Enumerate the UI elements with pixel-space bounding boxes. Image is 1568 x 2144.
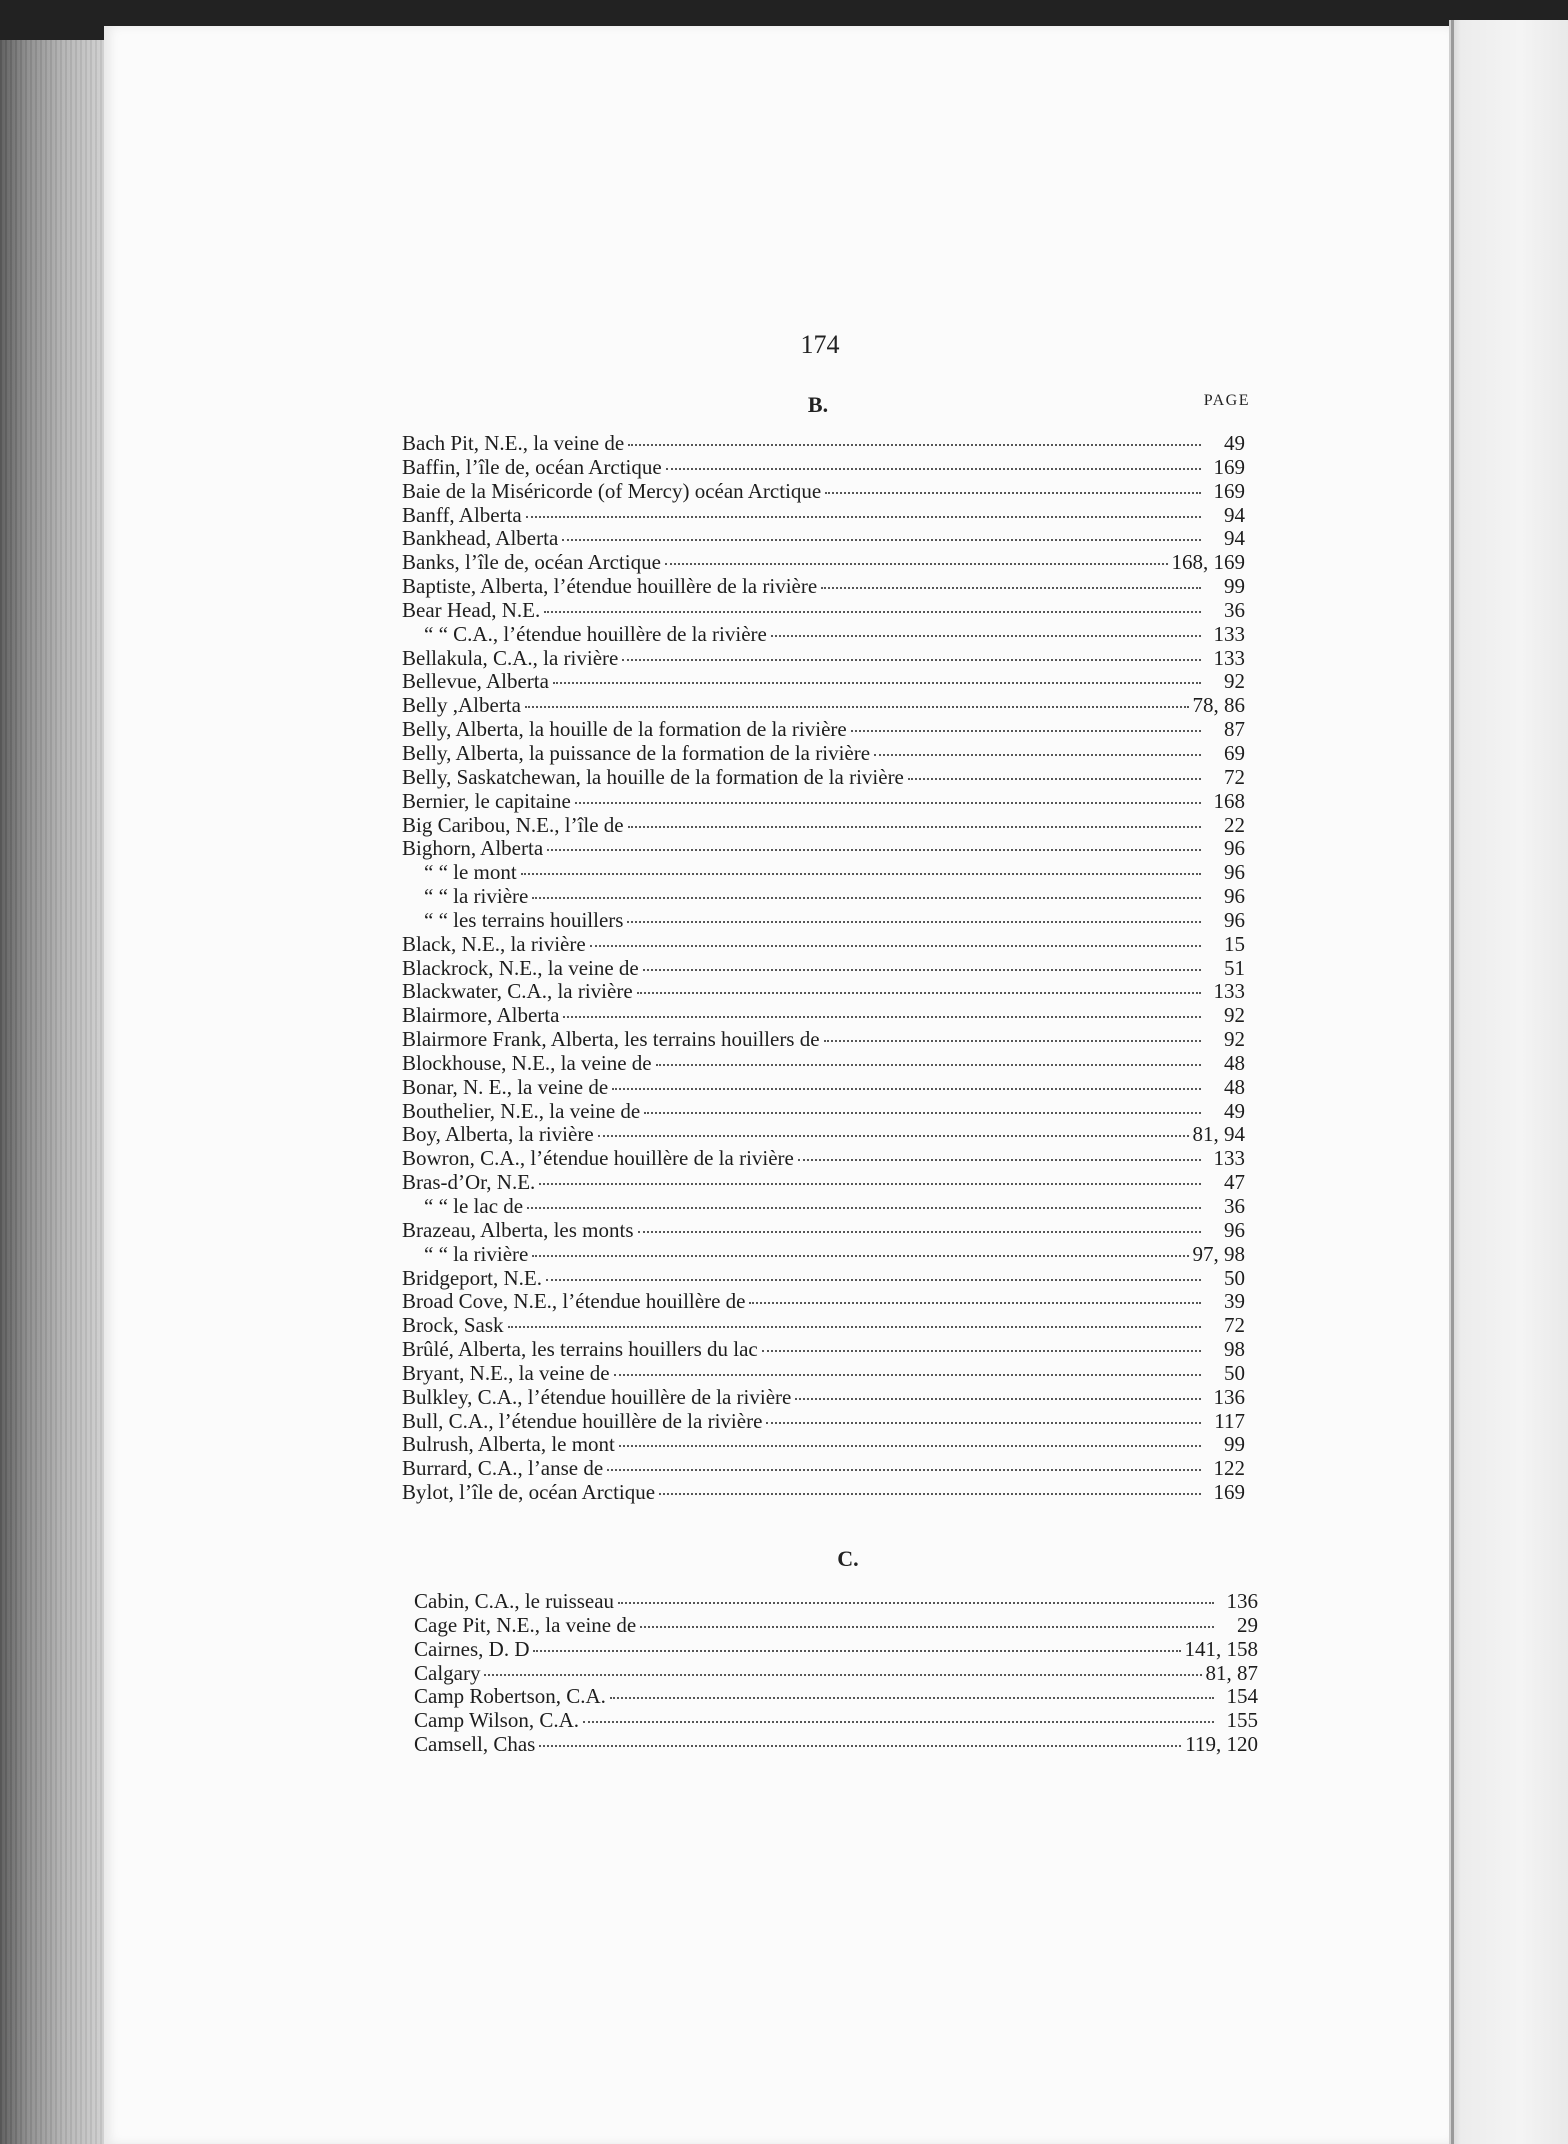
dot-leader [628, 444, 1201, 446]
entry-label: Belly, Alberta, la houille de la formation de la rivière [402, 717, 847, 742]
index-entry [402, 1052, 1245, 1076]
index-entry [414, 1685, 1258, 1709]
index-entry [414, 1590, 1258, 1614]
entry-pages: 136 [1226, 1589, 1258, 1613]
dot-leader [598, 1135, 1189, 1137]
entry-pages: 133 [1213, 621, 1245, 646]
dot-leader [546, 1279, 1201, 1281]
entry-pages: 81, 94 [1192, 1122, 1245, 1147]
dot-leader [618, 1602, 1214, 1604]
index-entry [402, 837, 1245, 861]
dot-leader [656, 1064, 1201, 1066]
entry-label: Broad Cove, N.E., l’étendue houillère de [402, 1289, 746, 1314]
entry-pages: 50 [1224, 1265, 1245, 1290]
dot-leader [583, 1721, 1214, 1723]
entry-pages: 133 [1213, 645, 1245, 670]
dot-leader [851, 730, 1201, 732]
dot-leader [610, 1697, 1214, 1699]
dot-leader [824, 1040, 1201, 1042]
entry-label: Cairnes, D. D [414, 1636, 530, 1661]
entry-pages: 49 [1224, 431, 1245, 455]
dot-leader [619, 1445, 1201, 1447]
index-entry [414, 1614, 1258, 1638]
dot-leader [508, 1326, 1202, 1328]
entry-label: Bonar, N. E., la veine de [402, 1074, 609, 1099]
dot-leader [762, 1350, 1201, 1352]
dot-leader [659, 1493, 1201, 1495]
index-entry [402, 1219, 1245, 1243]
entry-pages: 122 [1213, 1456, 1245, 1481]
entry-label: Bulkley, C.A., l’étendue houillère de la rivière [402, 1384, 792, 1409]
entry-label: “ “ la rivière [424, 1241, 529, 1266]
index-entry [402, 504, 1245, 528]
entry-label: Baie de la Miséricorde (of Mercy) océan Arctique [402, 478, 822, 503]
entry-pages: 168 [1213, 788, 1245, 813]
index-entry [414, 1638, 1258, 1662]
entry-pages: 99 [1224, 574, 1245, 599]
entry-pages: 97, 98 [1192, 1241, 1245, 1266]
dot-leader [525, 706, 1189, 708]
index-entry [402, 1243, 1245, 1267]
index-entry [402, 694, 1245, 718]
dot-leader [563, 1016, 1201, 1018]
dot-leader [637, 992, 1201, 994]
index-entry [402, 1004, 1245, 1028]
index-entry [414, 1709, 1258, 1733]
entry-label: Bryant, N.E., la veine de [402, 1360, 610, 1385]
entry-pages: 29 [1237, 1612, 1258, 1637]
index-entry [402, 1433, 1245, 1457]
index-entry [402, 1362, 1245, 1386]
dot-leader [544, 611, 1201, 613]
entry-label: Boy, Alberta, la rivière [402, 1122, 594, 1147]
entry-label: “ “ le mont [424, 860, 517, 885]
entry-label: Banff, Alberta [402, 502, 522, 527]
index-entry [402, 1410, 1245, 1434]
dot-leader [821, 587, 1201, 589]
entry-pages: 51 [1224, 955, 1245, 980]
entry-pages: 22 [1224, 812, 1245, 837]
index-entry [402, 1076, 1245, 1100]
entry-label: Bridgeport, N.E. [402, 1265, 542, 1290]
index-entry [402, 1314, 1245, 1338]
index-entry [414, 1733, 1258, 1757]
dot-leader [547, 849, 1201, 851]
index-entry [402, 1267, 1245, 1291]
entry-label: Bear Head, N.E. [402, 597, 541, 622]
dot-leader [640, 1626, 1214, 1628]
entry-pages: 96 [1224, 884, 1245, 909]
dot-leader [627, 921, 1201, 923]
index-entry [402, 1290, 1245, 1314]
entry-label: Belly ,Alberta [402, 693, 521, 718]
dot-leader [628, 826, 1201, 828]
entry-label: Burrard, C.A., l’anse de [402, 1456, 604, 1481]
entry-pages: 94 [1224, 526, 1245, 551]
dot-leader [614, 1374, 1201, 1376]
entry-label: Bellakula, C.A., la rivière [402, 645, 619, 670]
dot-leader [798, 1159, 1201, 1161]
entry-pages: 15 [1224, 931, 1245, 956]
entry-pages: 154 [1226, 1684, 1258, 1709]
dot-leader [643, 969, 1201, 971]
entry-label: Bankhead, Alberta [402, 526, 559, 551]
dot-leader [527, 1207, 1201, 1209]
entry-label: Bellevue, Alberta [402, 669, 549, 694]
index-entry [402, 814, 1245, 838]
dot-leader [484, 1674, 1201, 1676]
entry-pages: 48 [1224, 1074, 1245, 1099]
entry-pages: 133 [1213, 1146, 1245, 1171]
index-entry [402, 456, 1245, 480]
entry-label: Cage Pit, N.E., la veine de [414, 1612, 637, 1637]
dot-leader [532, 897, 1201, 899]
entry-pages: 119, 120 [1185, 1732, 1258, 1757]
section-letter-b: B. [807, 392, 829, 417]
dot-leader [771, 635, 1201, 637]
entry-label: “ “ le lac de [424, 1194, 524, 1218]
index-entry [402, 1386, 1245, 1410]
entry-pages: 48 [1224, 1050, 1245, 1075]
index-entry [402, 1028, 1245, 1052]
entry-label: Bouthelier, N.E., la veine de [402, 1098, 641, 1123]
dot-leader [590, 945, 1201, 947]
index-entry [402, 980, 1245, 1004]
entry-pages: 96 [1224, 860, 1245, 885]
index-entry [402, 1100, 1245, 1124]
index-list-b [402, 432, 1245, 1505]
entry-label: “ “ les terrains houillers [424, 907, 624, 932]
entry-pages: 72 [1224, 764, 1245, 789]
dot-leader [908, 778, 1201, 780]
entry-label: “ “ C.A., l’étendue houillère de la rivière [424, 621, 767, 646]
entry-pages: 96 [1224, 907, 1245, 932]
dot-leader [825, 492, 1201, 494]
dot-leader [749, 1302, 1201, 1304]
entry-pages: 99 [1224, 1432, 1245, 1457]
entry-pages: 36 [1224, 597, 1245, 622]
entry-label: Baptiste, Alberta, l’étendue houillère de la rivière [402, 574, 818, 599]
entry-label: Blockhouse, N.E., la veine de [402, 1050, 652, 1075]
entry-label: Brûlé, Alberta, les terrains houillers du lac [402, 1337, 758, 1362]
index-entry [402, 647, 1245, 671]
index-entry [402, 718, 1245, 742]
index-entry [402, 623, 1245, 647]
index-entry [402, 1147, 1245, 1171]
entry-label: Big Caribou, N.E., l’île de [402, 812, 624, 837]
index-entry [414, 1662, 1258, 1686]
entry-pages: 72 [1224, 1313, 1245, 1338]
index-entry [402, 1457, 1245, 1481]
entry-pages: 92 [1224, 669, 1245, 694]
index-entry [402, 1338, 1245, 1362]
dot-leader [607, 1469, 1201, 1471]
entry-label: Blackwater, C.A., la rivière [402, 979, 633, 1004]
dot-leader [766, 1422, 1201, 1424]
entry-label: Bulrush, Alberta, le mont [402, 1432, 615, 1457]
entry-label: Cabin, C.A., le ruisseau [414, 1589, 615, 1613]
dot-leader [532, 1255, 1188, 1257]
entry-label: Camp Robertson, C.A. [414, 1684, 606, 1709]
entry-pages: 133 [1213, 979, 1245, 1004]
dot-leader [665, 563, 1168, 565]
index-entry [402, 1171, 1245, 1195]
index-list-c [414, 1590, 1258, 1757]
index-entry [402, 551, 1245, 575]
entry-label: Blairmore Frank, Alberta, les terrains houillers de [402, 1027, 820, 1052]
dot-leader [644, 1112, 1201, 1114]
dot-leader [562, 539, 1201, 541]
entry-pages: 47 [1224, 1170, 1245, 1195]
index-entry [402, 861, 1245, 885]
entry-label: Blairmore, Alberta [402, 1003, 560, 1028]
dot-leader [553, 682, 1201, 684]
entry-label: Brock, Sask [402, 1313, 504, 1338]
index-entry [402, 575, 1245, 599]
entry-pages: 87 [1224, 717, 1245, 742]
entry-label: Blackrock, N.E., la veine de [402, 955, 639, 980]
section-letter-c: C. [837, 1546, 859, 1571]
page-column-header: PAGE [1203, 392, 1250, 409]
dot-leader [622, 659, 1201, 661]
entry-label: Banks, l’île de, océan Arctique [402, 550, 661, 575]
entry-label: Belly, Alberta, la puissance de la formation de la rivière [402, 740, 871, 765]
dot-leader [521, 873, 1201, 875]
entry-label: Camsell, Chas [414, 1732, 536, 1757]
entry-label: Belly, Saskatchewan, la houille de la formation de la rivière [402, 764, 904, 789]
entry-label: Bowron, C.A., l’étendue houillère de la rivière [402, 1146, 794, 1171]
entry-pages: 92 [1224, 1027, 1245, 1052]
entry-label: Calgary [414, 1660, 481, 1685]
index-entry [402, 1195, 1245, 1219]
entry-pages: 96 [1224, 1217, 1245, 1242]
entry-pages: 49 [1224, 1098, 1245, 1123]
entry-pages: 98 [1224, 1337, 1245, 1362]
entry-pages: 94 [1224, 502, 1245, 527]
entry-pages: 96 [1224, 836, 1245, 861]
entry-pages: 39 [1224, 1289, 1245, 1314]
dot-leader [795, 1398, 1201, 1400]
entry-pages: 69 [1224, 740, 1245, 765]
dot-leader [526, 516, 1201, 518]
entry-pages: 169 [1213, 478, 1245, 503]
entry-pages: 36 [1224, 1194, 1245, 1218]
entry-label: Black, N.E., la rivière [402, 931, 586, 956]
entry-pages: 169 [1213, 454, 1245, 479]
index-entry [402, 957, 1245, 981]
index-entry [402, 1123, 1245, 1147]
entry-pages: 155 [1226, 1708, 1258, 1733]
entry-pages: 92 [1224, 1003, 1245, 1028]
index-entry [402, 670, 1245, 694]
entry-label: Bull, C.A., l’étendue houillère de la rivière [402, 1408, 763, 1433]
dot-leader [539, 1183, 1201, 1185]
entry-pages: 141, 158 [1184, 1636, 1258, 1661]
index-entry [402, 790, 1245, 814]
page-number: 174 [800, 330, 840, 359]
entry-pages: 78, 86 [1192, 693, 1245, 718]
entry-label: Bylot, l’île de, océan Arctique [402, 1480, 656, 1505]
index-entry [402, 742, 1245, 766]
entry-label: Camp Wilson, C.A. [414, 1708, 580, 1733]
dot-leader [575, 802, 1201, 804]
dot-leader [666, 468, 1201, 470]
entry-label: Bach Pit, N.E., la veine de [402, 431, 625, 455]
dot-leader [874, 754, 1201, 756]
index-entry [402, 885, 1245, 909]
index-entry [402, 909, 1245, 933]
entry-label: Bighorn, Alberta [402, 836, 544, 861]
dot-leader [638, 1231, 1201, 1233]
entry-label: Baffin, l’île de, océan Arctique [402, 454, 662, 479]
index-entry [402, 432, 1245, 456]
dot-leader [533, 1650, 1180, 1652]
dot-leader [539, 1745, 1181, 1747]
entry-label: “ “ la rivière [424, 884, 529, 909]
index-entry [402, 933, 1245, 957]
index-entry [402, 480, 1245, 504]
entry-pages: 117 [1214, 1408, 1245, 1433]
entry-label: Bras-d’Or, N.E. [402, 1170, 536, 1195]
entry-label: Bernier, le capitaine [402, 788, 571, 813]
index-entry [402, 527, 1245, 551]
entry-pages: 169 [1213, 1480, 1245, 1505]
index-entry [402, 1481, 1245, 1505]
entry-pages: 81, 87 [1205, 1660, 1258, 1685]
entry-pages: 50 [1224, 1360, 1245, 1385]
index-entry [402, 766, 1245, 790]
facing-page-edge [1449, 20, 1568, 2144]
entry-pages: 136 [1213, 1384, 1245, 1409]
dot-leader [612, 1088, 1201, 1090]
entry-pages: 168, 169 [1171, 550, 1245, 575]
index-entry [402, 599, 1245, 623]
entry-label: Brazeau, Alberta, les monts [402, 1217, 634, 1242]
